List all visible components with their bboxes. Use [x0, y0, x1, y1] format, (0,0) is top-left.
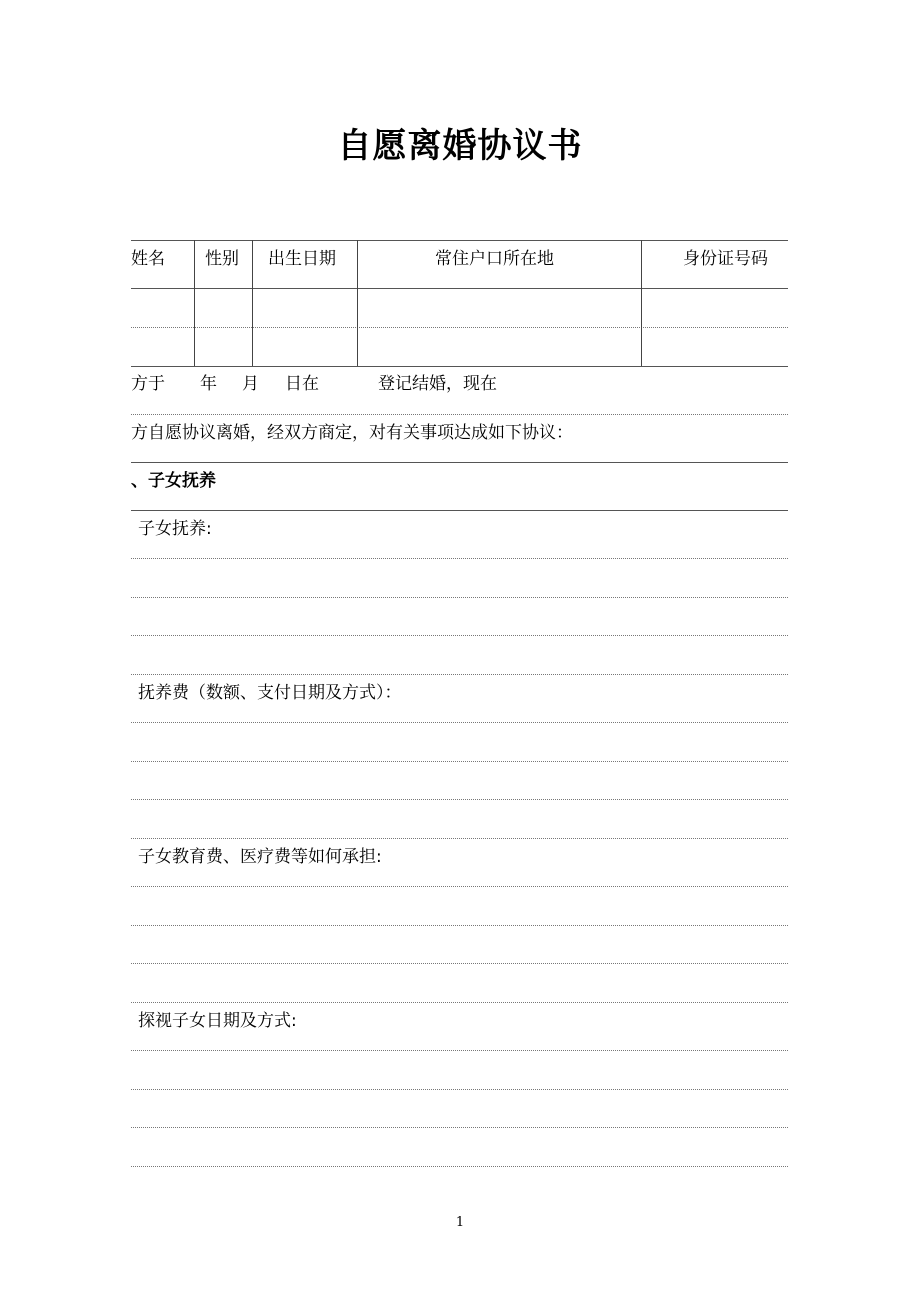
divider-line: [131, 414, 788, 415]
blank-line: [131, 674, 788, 675]
statement-suffix: 登记结婚，现在: [378, 374, 497, 394]
blank-line: [131, 597, 788, 598]
section-heading: 、子女抚养: [131, 471, 216, 491]
blank-line: [131, 1050, 788, 1051]
statement-year: 年: [200, 374, 217, 394]
statement-month: 月: [242, 374, 259, 394]
statement-prefix: 方于: [131, 374, 165, 394]
table-column-divider: [641, 240, 642, 366]
blank-line: [131, 558, 788, 559]
table-top-border: [131, 240, 788, 241]
header-residence: 常住户口所在地: [435, 249, 554, 269]
blank-line: [131, 799, 788, 800]
table-row-border: [131, 288, 788, 289]
table-bottom-border: [131, 366, 788, 367]
header-birth-date: 出生日期: [268, 249, 336, 269]
blank-line: [131, 761, 788, 762]
blank-line: [131, 1089, 788, 1090]
blank-line: [131, 963, 788, 964]
table-row-border: [131, 327, 788, 328]
visitation-label: 探视子女日期及方式:: [138, 1011, 297, 1031]
table-column-divider: [194, 240, 195, 366]
education-fee-label: 子女教育费、医疗费等如何承担:: [138, 847, 382, 867]
blank-line: [131, 722, 788, 723]
custody-label: 子女抚养:: [138, 519, 212, 539]
statement-day: 日在: [285, 374, 319, 394]
header-name: 姓名: [131, 249, 165, 269]
blank-line: [131, 886, 788, 887]
document-title: 自愿离婚协议书: [337, 126, 583, 166]
blank-line: [131, 925, 788, 926]
statement-line-2: 方自愿协议离婚，经双方商定，对有关事项达成如下协议：: [131, 423, 573, 443]
blank-line: [131, 838, 788, 839]
header-id-number: 身份证号码: [683, 249, 768, 269]
blank-line: [131, 1002, 788, 1003]
divider-line: [131, 462, 788, 463]
blank-line: [131, 635, 788, 636]
header-gender: 性别: [205, 249, 239, 269]
table-column-divider: [357, 240, 358, 366]
page-number: 1: [455, 1215, 465, 1230]
table-column-divider: [252, 240, 253, 366]
blank-line: [131, 1127, 788, 1128]
blank-line: [131, 1166, 788, 1167]
support-fee-label: 抚养费（数额、支付日期及方式）：: [138, 683, 402, 703]
divider-line: [131, 510, 788, 511]
